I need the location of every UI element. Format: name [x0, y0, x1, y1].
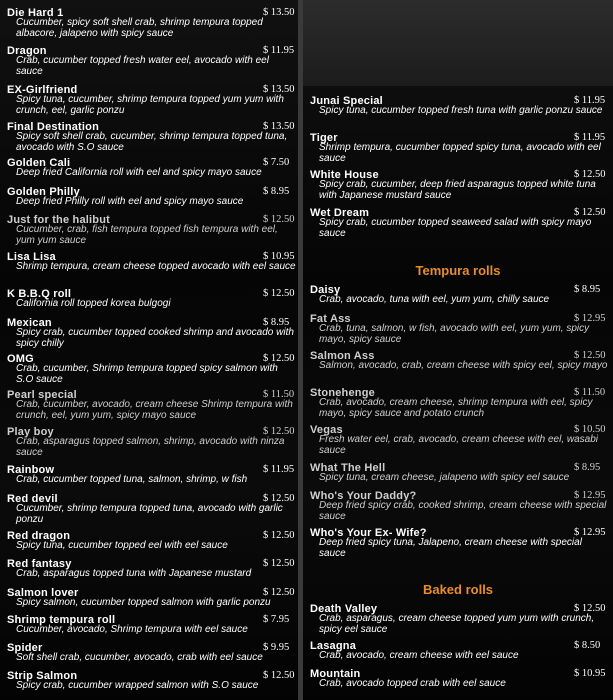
left-menu-column [0, 0, 298, 700]
item-price: $ 9.95 [263, 642, 290, 653]
item-name: Wet Dream [310, 207, 370, 219]
item-description: Crab, asparagus topped tuna with Japanese mustard [16, 568, 252, 579]
item-price: $ 12.95 [574, 527, 606, 538]
item-price: $ 11.95 [263, 45, 295, 56]
item-name: Junai Special [310, 95, 383, 107]
item-price: $ 12.95 [574, 490, 606, 501]
item-name: OMG [7, 353, 34, 365]
item-name: White House [310, 169, 379, 181]
item-description: Crab, avocado, cream cheese with eel sauce [319, 650, 519, 661]
item-name: Mexican [7, 317, 52, 329]
item-price: $ 8.95 [263, 317, 290, 328]
item-name: Strip Salmon [7, 670, 78, 682]
item-price: $ 8.95 [263, 186, 290, 197]
item-name: K B.B.Q roll [7, 288, 72, 300]
item-price: $ 12.50 [574, 207, 606, 218]
item-price: $ 11.50 [263, 389, 295, 400]
item-description: Spicy crab, cucumber, deep fried asparagus topped white tuna with Japanese mustard sauce [319, 179, 596, 201]
item-price: $ 10.50 [574, 424, 606, 435]
item-name: Play boy [7, 426, 54, 438]
item-description: Crab, cucumber topped tuna, salmon, shrimp, w fish [16, 474, 248, 485]
item-price: $ 13.50 [263, 84, 295, 95]
item-price: $ 11.95 [263, 464, 295, 475]
item-name: Red fantasy [7, 558, 72, 570]
item-name: Stonehenge [310, 387, 375, 399]
item-description: Fresh water eel, crab, avocado, cream cheese with eel, wasabi sauce [319, 434, 599, 456]
item-description: Soft shell crab, cucumber, avocado, crab with eel sauce [16, 652, 263, 663]
item-price: $ 13.50 [263, 7, 295, 18]
item-name: Daisy [310, 284, 341, 296]
item-name: Spider [7, 642, 43, 654]
item-price: $ 12.50 [263, 493, 295, 504]
item-name: Die Hard 1 [7, 7, 64, 19]
item-description: Crab, avocado topped crab with eel sauce [319, 678, 506, 689]
item-price: $ 12.95 [574, 313, 606, 324]
item-description: Crab, cucumber topped fresh water eel, avocado with eel sauce [16, 55, 269, 77]
item-name: Lasagna [310, 640, 357, 652]
item-price: $ 12.50 [574, 603, 606, 614]
item-price: $ 10.95 [263, 251, 295, 262]
top-right-card [303, 0, 613, 86]
item-price: $ 12.50 [263, 214, 295, 225]
item-price: $ 10.95 [574, 668, 606, 679]
item-name: Shrimp tempura roll [7, 614, 116, 626]
item-description: Crab, asparagus topped salmon, shrimp, avocado with ninza sauce [16, 436, 285, 458]
item-name: EX-Girlfriend [7, 84, 78, 96]
item-description: Deep fried spicy crab, cooked shrimp, cream cheese with special sauce [319, 500, 607, 522]
item-description: Crab, tuna, salmon, w fish, avocado with eel, yum yum, spicy mayo, spicy sauce [319, 323, 590, 345]
item-description: Spicy soft shell crab, cucumber, shrimp tempura topped tuna, avocado with S.O sauce [16, 131, 288, 153]
item-price: $ 12.50 [263, 426, 295, 437]
item-name: Lisa Lisa [7, 251, 56, 263]
item-price: $ 8.95 [574, 462, 601, 473]
section-title-tempura: Tempura rolls [415, 263, 501, 278]
item-price: $ 12.50 [263, 353, 295, 364]
item-description: Crab, avocado, cream cheese, shrimp tempura with eel, spicy mayo, spicy sauce and potato crunch [319, 397, 593, 419]
item-price: $ 12.50 [574, 350, 606, 361]
item-name: Rainbow [7, 464, 55, 476]
item-description: Cucumber, spicy soft shell crab, shrimp tempura topped albacore, jalapeno with spicy sauce [16, 17, 263, 39]
item-name: Vegas [310, 424, 343, 436]
section-title-baked: Baked rolls [422, 582, 494, 597]
item-name: Mountain [310, 668, 361, 680]
item-name: Salmon Ass [310, 350, 375, 362]
item-description: Spicy crab, cucumber wrapped salmon with S.O sauce [16, 680, 259, 691]
item-price: $ 11.95 [574, 132, 606, 143]
item-description: Spicy crab, cucumber topped seaweed salad with spicy mayo sauce [319, 217, 592, 239]
item-name: Who's Your Daddy? [310, 490, 417, 502]
item-name: Final Destination [7, 121, 100, 133]
item-price: $ 12.50 [263, 558, 295, 569]
item-price: $ 12.50 [263, 670, 295, 681]
item-description: Shrimp tempura, cucumber topped spicy tuna, avocado with eel sauce [319, 142, 601, 164]
item-description: Spicy crab, cucumber topped cooked shrimp and avocado with spicy chilly [16, 327, 294, 349]
item-price: $ 12.50 [263, 288, 295, 299]
item-description: Crab, cucumber, Shrimp tempura topped spicy salmon with S.O sauce [16, 363, 278, 385]
item-name: Red devil [7, 493, 58, 505]
item-description: Crab, cucumber, avocado, cream cheese Shrimp tempura with crunch, eel, yum yum, spicy mayo sauce [16, 399, 293, 421]
item-price: $ 11.95 [574, 95, 606, 106]
item-price: $ 12.50 [263, 530, 295, 541]
item-price: $ 7.95 [263, 614, 290, 625]
item-description: Shrimp tempura, cream cheese topped avocado with eel sauce [16, 261, 296, 272]
item-name: Pearl special [7, 389, 77, 401]
right-menu-column [303, 0, 613, 700]
item-description: Crab, asparagus, cream cheese topped yum yum with crunch, spicy eel sauce [319, 613, 595, 635]
item-description: Deep fried spicy tuna, Jalapeno, cream cheese with special sauce [319, 537, 582, 559]
item-name: Tiger [310, 132, 338, 144]
item-name: Just for the halibut [7, 214, 110, 226]
item-description: Salmon, avocado, crab, cream cheese with spicy eel, spicy mayo [319, 360, 608, 371]
item-price: $ 7.50 [263, 157, 290, 168]
item-name: Golden Philly [7, 186, 80, 198]
item-description: Cucumber, crab, fish tempura topped fish tempura with eel, yum yum sauce [16, 224, 278, 246]
item-description: Spicy tuna, cucumber, shrimp tempura topped yum yum with crunch, eel, garlic ponzu [16, 94, 284, 116]
item-name: Death Valley [310, 603, 378, 615]
item-description: Deep fried Philly roll with eel and spicy mayo sauce [16, 196, 244, 207]
item-description: Spicy tuna, cucumber topped fresh tuna with garlic ponzu sauce [319, 105, 603, 116]
item-name: Red dragon [7, 530, 71, 542]
item-name: Fat Ass [310, 313, 351, 325]
item-description: Crab, avocado, tuna with eel, yum yum, chilly sauce [319, 294, 550, 305]
item-price: $ 13.50 [263, 121, 295, 132]
item-description: Cucumber, avocado, Shrimp tempura with eel sauce [16, 624, 248, 635]
item-name: Dragon [7, 45, 47, 57]
item-description: Deep fried California roll with eel and spicy mayo sauce [16, 167, 262, 178]
item-price: $ 8.95 [574, 284, 601, 295]
item-name: Who's Your Ex- Wife? [310, 527, 427, 539]
item-name: Salmon lover [7, 587, 79, 599]
item-description: Spicy tuna, cream cheese, jalapeno with spicy eel sauce [319, 472, 570, 483]
item-price: $ 12.50 [263, 587, 295, 598]
item-name: What The Hell [310, 462, 386, 474]
item-price: $ 8.50 [574, 640, 601, 651]
item-price: $ 12.50 [574, 169, 606, 180]
item-description: Spicy tuna, cucumber topped eel with eel sauce [16, 540, 228, 551]
item-description: Cucumber, shrimp tempura topped tuna, avocado with garlic ponzu [16, 503, 283, 525]
item-name: Golden Cali [7, 157, 71, 169]
item-description: Spicy salmon, cucumber topped salmon with garlic ponzu [16, 597, 271, 608]
item-description: California roll topped korea bulgogi [16, 298, 171, 309]
item-price: $ 11.50 [574, 387, 606, 398]
